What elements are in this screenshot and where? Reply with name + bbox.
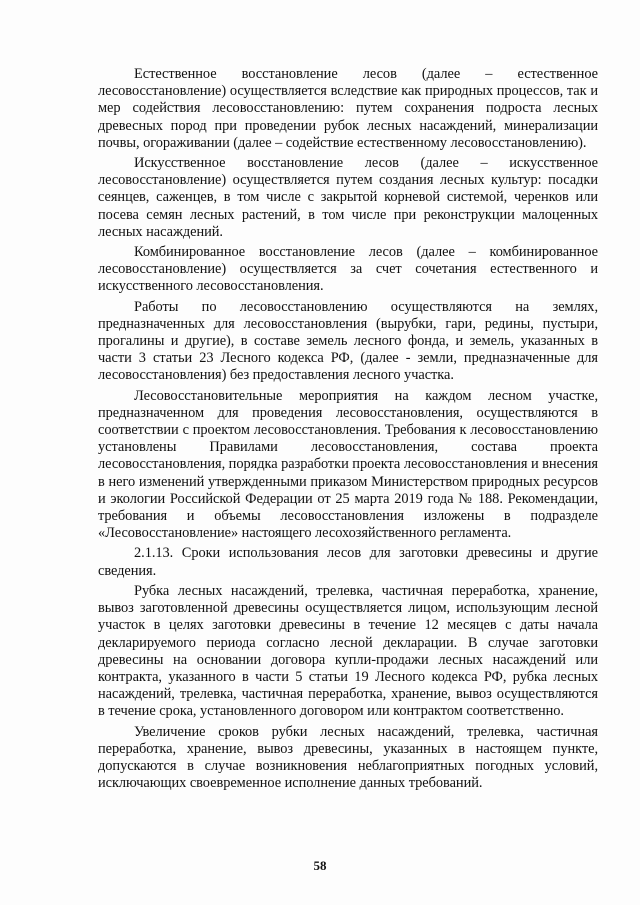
paragraph-term-extension: Увеличение сроков рубки лесных насаждений, трелевка, частичная переработка, хранение, вывоз древесины, указанных в настоящем пункте, допускаются в случае возникновения неблагоприятных погодных условий, исключающих своевременное исполнение данных требований.: [98, 723, 598, 792]
paragraph-natural-reforestation: Естественное восстановление лесов (далее – естественное лесовосстановление) осуществляется вследствие как природных процессов, так и мер содействия лесовосстановлению: путем сохранения подроста лесных древесных пород при проведении рубок лесных насаждений, минерализации почвы, огораживании (далее – содействие естественному лесовосстановлению).: [98, 66, 598, 151]
paragraph-artificial-reforestation: Искусственное восстановление лесов (далее – искусственное лесовосстановление) осуществляется путем создания лесных культур: посадки сеянцев, саженцев, в том числе с закрытой корневой системой, черенков или посева семян лесных растений, в том числе при реконструкции малоценных лесных насаждений.: [98, 155, 598, 240]
page-number: 58: [313, 858, 327, 873]
paragraph-reforestation-measures: Лесовосстановительные мероприятия на каждом лесном участке, предназначенном для проведения лесовосстановления, осуществляются в соответствии с проектом лесовосстановления. Требования к лесовосстановлению установлены Правилами лесовосстановления, состава проекта лесовосстановления, порядка разработки проекта лесовосстановления и внесения в него изменений утвержденными приказом Министерством природных ресурсов и экологии Российской Федерации от 25 марта 2019 года № 188. Рекомендации, требования и объемы лесовосстановления изложены в подразделе «Лесовосстановление» настоящего лесохозяйственного регламента.: [98, 387, 598, 542]
document-body: [98, 66, 598, 795]
paragraph-reforestation-works: Работы по лесовосстановлению осуществляются на землях, предназначенных для лесовосстановления (вырубки, гари, редины, пустыри, прогалины и другие), в составе земель лесного фонда, и земель, указанных в части 3 статьи 23 Лесного кодекса РФ, (далее - земли, предназначенные для лесовосстановления) без предоставления лесного участка.: [98, 298, 598, 384]
paragraph-combined-reforestation: Комбинированное восстановление лесов (далее – комбинированное лесовосстановление) осуществляется за счет сочетания естественного и искусственного лесовосстановления.: [98, 244, 598, 295]
paragraph-logging-terms: Рубка лесных насаждений, трелевка, частичная переработка, хранение, вывоз заготовленной древесины осуществляется лицом, использующим лесной участок в целях заготовки древесины в течение 12 месяцев с даты начала декларируемого периода согласно лесной декларации. В случае заготовки древесины на основании договора купли-продажи лесных насаждений или контракта, указанного в части 5 статьи 19 Лесного кодекса РФ, рубка лесных насаждений, трелевка, частичная переработка, хранение, вывоз осуществляются в течение срока, установленного договором или контрактом соответственно.: [98, 582, 598, 720]
section-heading-2-1-13: 2.1.13. Сроки использования лесов для заготовки древесины и другие сведения.: [98, 545, 598, 579]
